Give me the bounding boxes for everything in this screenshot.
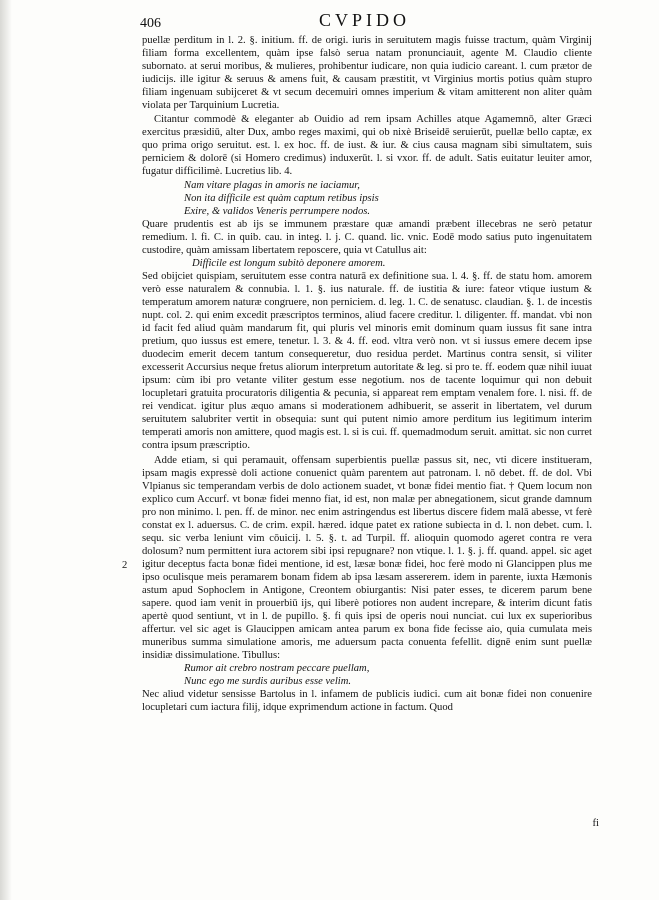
verse-line: Difficile est longum subitò deponere amorem. <box>192 257 386 269</box>
paragraph: Adde etiam, si qui peramauit, offensam superbientis puellæ passus sit, nec, vti dicere institueram, ipsam magis expressè doli actione conuenict quàm parentem aut patronam. l. nō debet. ff. de dol. Vbi Vlpianus sic temperandam verbis de dolo actionem suadet, vt bonæ fidei mentio fiat. † Quem locum non explico cum Accurf. vt bonæ fidei menno fiat, id est, non malæ per abnegationem, sicut grande damnum pro non minimo. l. pen. ff. de minor. nec enim astringendus est libertus discere fidem malā abesse, vt ferè constat ex l. aduersus. C. de crim. expil. hæred. idque patet ex ratione subiecta in d. l. non debet. cum. l. sequ. sic verba leniunt vim cōuicij. l. 5. §. t. ad Turpil. ff. alioquin quomodo ageret contra re vera dolosum? num permittent iura actorem sibi ipsi repugnare? non vtique. l. 1. §. j. ff. quand. appel. sic aget igitur deceptus facta bonæ fidei mentione, id est, læsæ bonæ fidei, hoc ferè modo ni Glancippen plus me ipso oculisque meis peramarem bonam fidem ab ipsa læsam assererem. idem in parente, iuxta Hæmonis astum apud Sophoclem in Antigone, Creontem obiurgantis: Nisi pater esses, te dicerem parum bene sapere. quod iam venit in prouerbiū ijs, qui liberè potiores non audent increpare, & interim dicunt fatis apertè quod sentiunt, vt in l. de pupillo. §. fi quis ipsi de operis noui nunciat. cui lux ex superioribus affertur. vel sic aget is Glaucippen amicam antea parum ex bona fide fecisse aio, quia cumulata meis muneribus summa simulatione amoris, me aduersum pacta conuenta fefellit. dignē enim sunt puellæ insidiæ dissimulatione. Tibullus: <box>142 454 592 662</box>
page-header <box>110 10 619 34</box>
verse-line: Non ita difficile est quàm captum retibus ipsis <box>184 192 379 204</box>
verse-line: Rumor ait crebro nostram peccare puellam, <box>184 663 370 675</box>
paragraph: Nec aliud videtur sensisse Bartolus in l. infamem de publicis iudici. cum ait bonæ fidei non conuenire locupletari cum iactura filij, idque exprimendum actione in factum. Quod <box>142 689 592 714</box>
catchword: fi <box>592 818 599 829</box>
body-text <box>142 34 592 714</box>
verse-line: Exire, & validos Veneris perrumpere nodos. <box>184 205 371 217</box>
verse-line: Nunc ego me surdis auribus esse velim. <box>184 676 352 688</box>
verse-line: Nam vitare plagas in amoris ne iaciamur, <box>184 179 360 191</box>
page-gutter-shadow <box>0 0 12 900</box>
paragraph: Quare prudentis est ab ijs se immunem præstare quæ amandi præbent illecebras ne serò petatur remedium. l. fi. C. in quib. cau. in integ. l. j. C. quand. lic. vnic. Eodē modo satius puto ingenuitatem custodire, quàm amissam libertatem reposcere, quia vt Catullus ait: <box>142 218 592 256</box>
running-title: CVPIDO <box>318 10 410 30</box>
paragraph: puellæ perditum in l. 2. §. initium. ff. de origi. iuris in seruitutem magis fuisse tractum, quàm Virginij filiam forma excellentem, quàm ipse falsò serua natam pronunciauit, agente M. Claudio cliente subornato. at serui moribus, & mulieres, prohibentur iudicare, non quia iudicio careant. l. cum prætor de iudicijs. ille igitur & seruus & amens fuit, & causam præstitit, vt Virginius mortis potius quàm stupro filiam ingenuam subijceret & vt secum decemuiri omnes imperium & vitam amitterent non aliter quàm violata per Tarquinium Lucretia. <box>142 35 592 112</box>
page-number: 406 <box>140 16 161 31</box>
margin-note: 2 <box>122 560 128 571</box>
paragraph: Citantur commodè & eleganter ab Ouidio ad rem ipsam Achilles atque Agamemnō, alter Græci exercitus præsidiū, alter Dux, ambo reges maximi, qui ob nixè Briseidē seruierūt, puellæ bello captæ, ex quo prima origo seruitut. est. l. ex hoc. ff. de iust. & iur. & cius causa magnam sibi simultatem, suis perniciem & dolorē (si Homero credimus) induxerūt. l. si vxor. ff. de adult. Satis euitatur leuiter amor, fugatur difficilimè. Lucretius lib. 4. <box>142 114 592 178</box>
paragraph: Sed obijciet quispiam, seruitutem esse contra naturā ex definitione sua. l. 4. §. ff. de statu hom. amorem verò esse naturalem & connubia. l. 1. §. ius naturale. ff. de iustitia & iure: fateor vtique iustum & temperatum amorem naturæ congruere, non perniciem. d. leg. 1. C. de senatusc. claudian. §. 1. de incestis nupt. col. 2. qui enim excedit præscriptos terminos, aliud facere creditur. l. diligenter. ff. mandat. vbi non id facit fed aliud quàm mandarum fit, qui pluris vel minoris emit dominum quam iussus fit sane intra pretium, quo iussus est emere, tenetur. l. 3. & 4. ff. eod. vltra verò non. vt si iussus emere decem ipse duodecim emerit decem tantum consequeretur, duo residua perdet. Martinus contra sensit, si viliter excesserit Accursius neque fretus aliorum interpretum autoritate & leg. si pro te. ff. eodem quæ nihil iuuat ipsum: cùm ibi pro vetante viliter gestum esse negotium. nos de tacente loquimur qui non debuit locupletari gratuita procuratoris diligentia & pecunia, si appareat rem emptam venalem fore. l. nisi. ff. de rei vendicat. igitur plus æquo amans si moderationem adhibuerit, se asserit in libertatem, vel durum seruitutem salubriter vertit in obsequia: sunt qui putent nimio amore perditum ius legitimum interim temperati amoris non amittere, quod magis est. l. si is cui. ff. quemadmodum seruit. amittat. sic non curret contra ipsum præscriptio. <box>142 270 592 452</box>
